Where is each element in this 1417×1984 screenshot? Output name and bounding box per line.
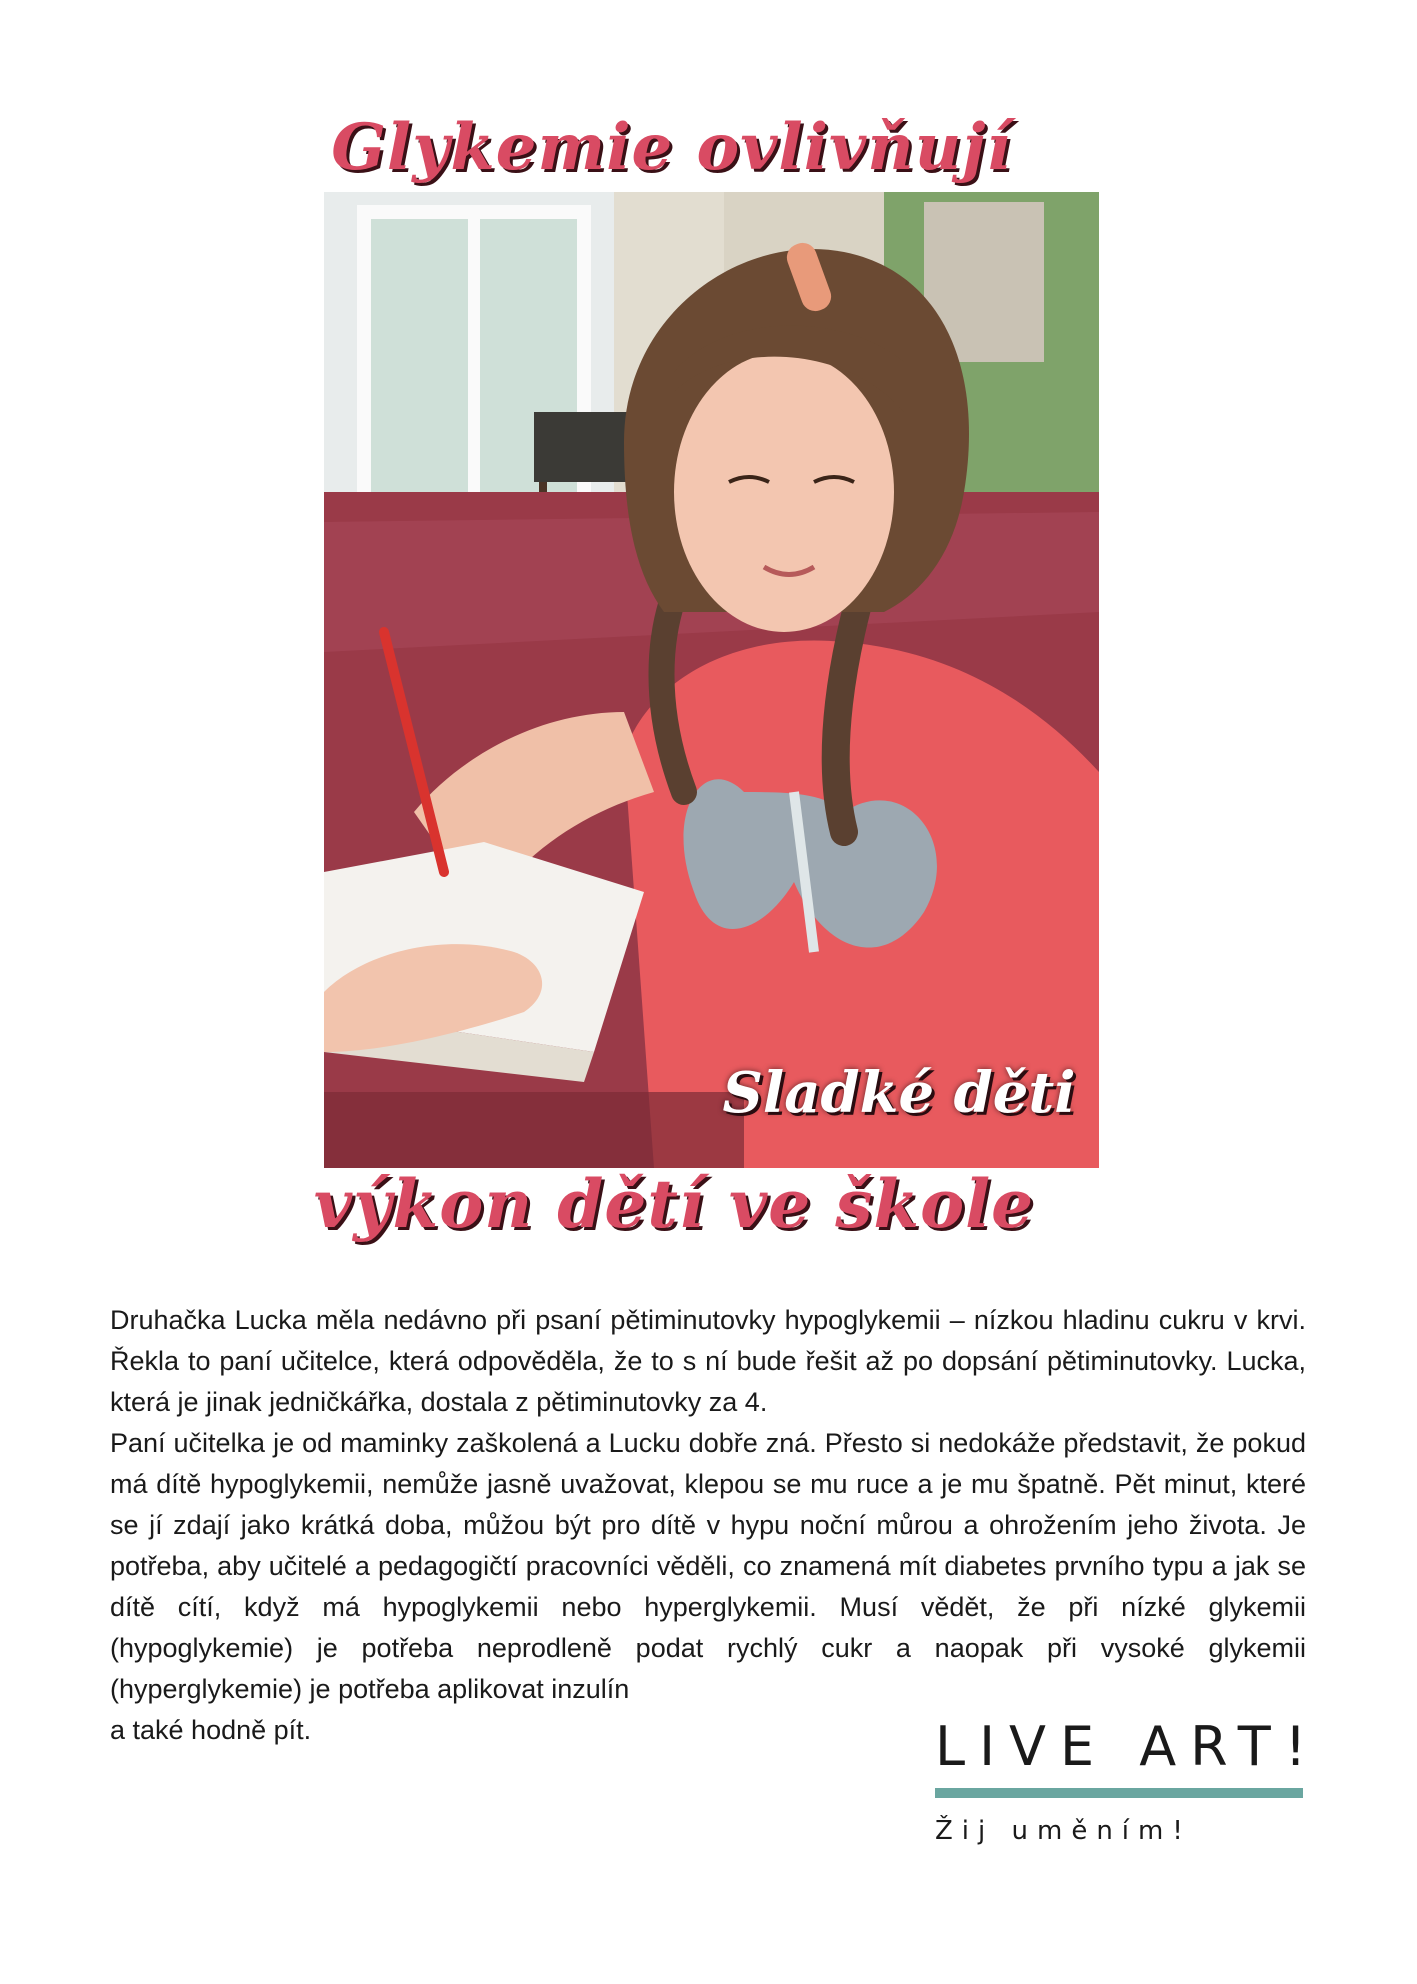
poster <box>244 110 1099 1245</box>
article-paragraph-2: Paní učitelka je od maminky zaškolená a Lucku dobře zná. Přesto si nedokáže představit, že pokud má dítě hypoglykemii, nemůže jasně uvažovat, klepou se mu ruce a je mu špatně. Pět minut, které se jí zdají jako krátká doba, můžou být pro dítě v hypu noční můrou a ohrožením jeho života. Je potřeba, aby učitelé a pedagogičtí pracovníci věděli, co znamená mít diabetes prvního typu a jak se dítě cítí, když má hypoglykemii nebo hyperglykemii. Musí vědět, že při nízké glykemii (hypoglykemie) je potřeba neprodleně podat rychlý cukr a naopak při vysoké glykemii (hyperglykemie) je potřeba aplikovat inzulín <box>110 1428 1306 1704</box>
photo-girl-writing <box>324 192 1099 1168</box>
poster-title-top: Glykemie ovlivňují <box>331 110 1012 185</box>
logo-subtitle: Žij uměním! <box>935 1816 1192 1846</box>
article-paragraph-1: Druhačka Lucka měla nedávno při psaní pětiminutovky hypoglykemii – nízkou hladinu cukru v krvi. Řekla to paní učitelce, která odpověděla, že to s ní bude řešit až po dopsání pětiminutovky. Lucka, která je jinak jedničkářka, dostala z pětiminutovky za 4. <box>110 1305 1306 1417</box>
poster-title-bottom: výkon dětí ve škole <box>313 1165 1035 1243</box>
logo-bar <box>935 1788 1303 1798</box>
logo-main-text: LIVE ART! <box>935 1715 1321 1778</box>
photo-illustration <box>324 192 1099 1168</box>
article-paragraph-3: a také hodně pít. <box>110 1715 312 1745</box>
poster-title-mid: Sladké děti <box>722 1060 1076 1126</box>
article-body <box>110 1300 1306 1751</box>
live-art-logo <box>935 1715 1321 1846</box>
